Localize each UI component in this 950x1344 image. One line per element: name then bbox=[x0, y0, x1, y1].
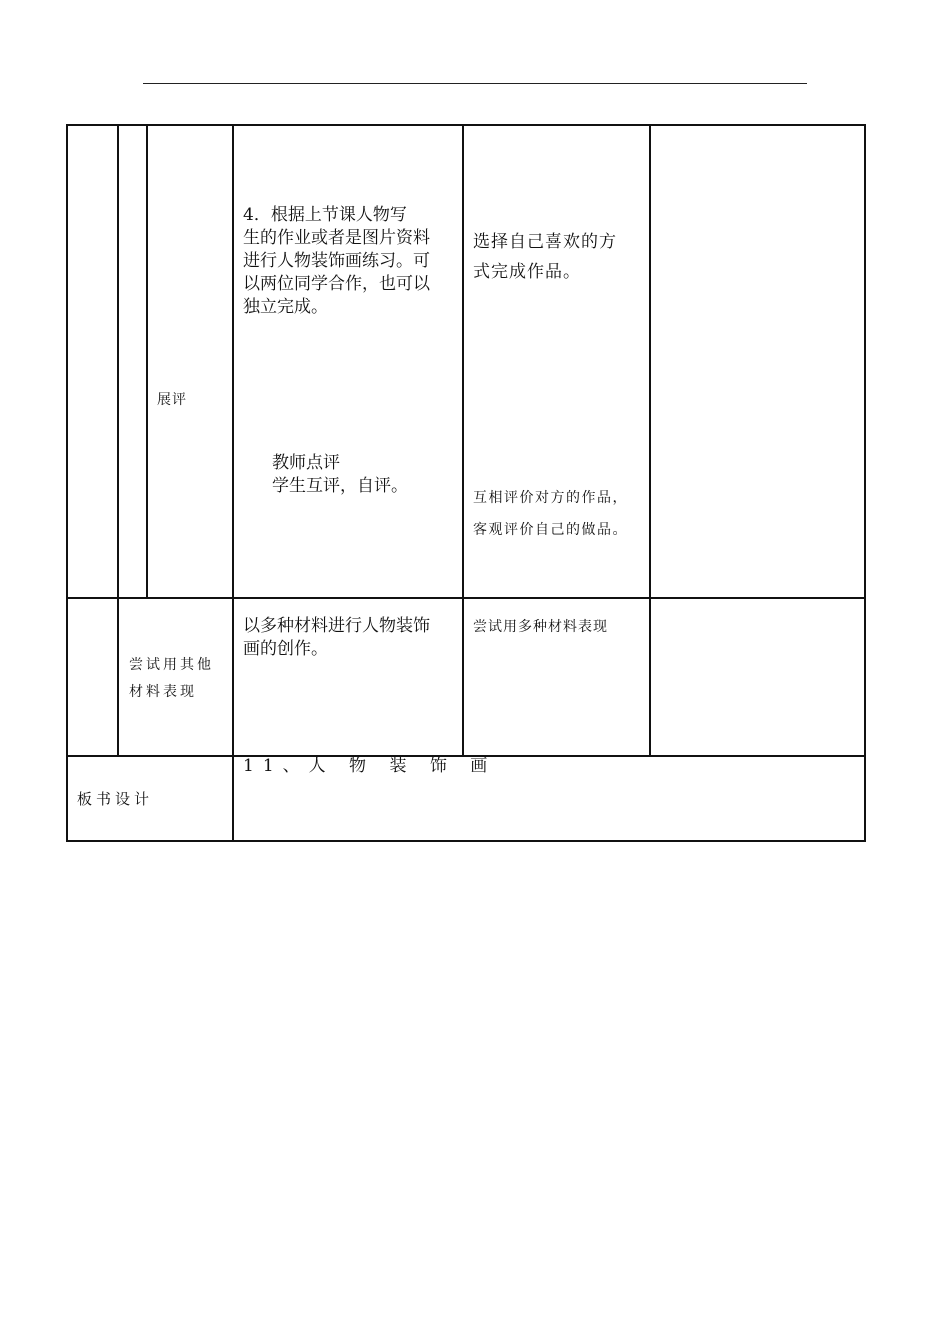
table-border-top bbox=[66, 124, 866, 126]
col-divider-c bbox=[232, 124, 234, 842]
header-rule bbox=[143, 83, 807, 84]
table-border-bottom bbox=[66, 840, 866, 842]
student-review-text: 互相评价对方的作品， 客观评价自己的做品。 bbox=[473, 490, 628, 538]
student-activity-materials: 尝试用多种材料表现 bbox=[473, 619, 608, 635]
teacher-review-text: 教师点评 学生互评，自评。 bbox=[272, 453, 408, 496]
col-divider-d bbox=[462, 124, 464, 757]
board-design-title: 11、人 物 装 饰 画 bbox=[243, 756, 497, 776]
col-divider-b bbox=[146, 124, 148, 598]
col-divider-a bbox=[117, 124, 119, 757]
col-divider-e bbox=[649, 124, 651, 757]
stage-label-materials: 尝试用其他 材料表现 bbox=[129, 657, 214, 700]
student-activity-text: 选择自己喜欢的方 式完成作品。 bbox=[473, 232, 617, 282]
table-border-left bbox=[66, 124, 68, 842]
table-border-right bbox=[864, 124, 866, 842]
row-divider-1 bbox=[66, 597, 866, 599]
stage-label-review: 展评 bbox=[157, 392, 187, 408]
teacher-activity-materials: 以多种材料进行人物装饰 画的创作。 bbox=[243, 616, 430, 659]
teacher-activity-text: 4．根据上节课人物写 生的作业或者是图片资料 进行人物装饰画练习。可 以两位同学合作，也可以 独立完成。 bbox=[243, 205, 430, 317]
board-design-label: 板书设计 bbox=[77, 790, 154, 808]
